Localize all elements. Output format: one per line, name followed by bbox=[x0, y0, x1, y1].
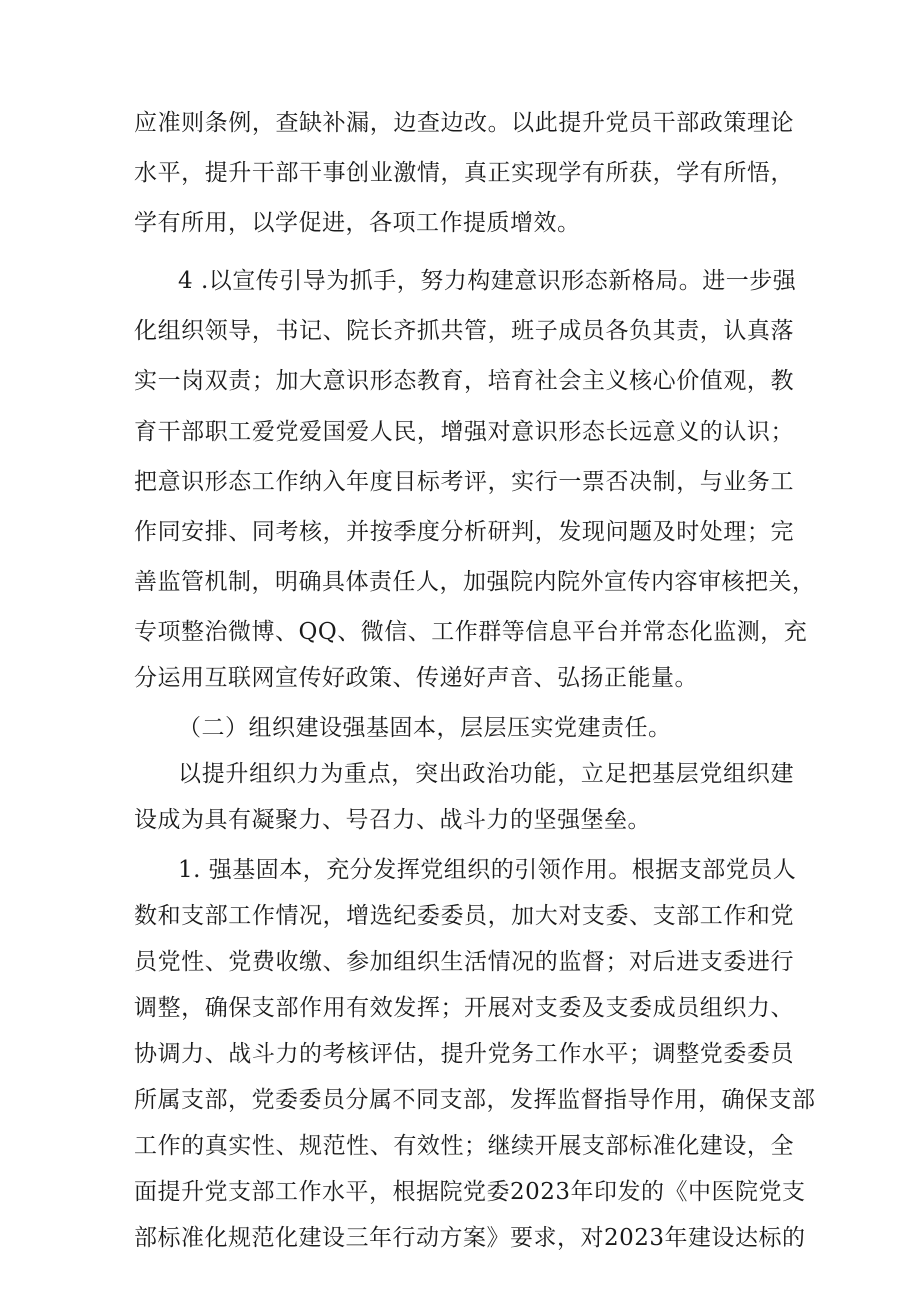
text-line: 育干部职工爱党爱国爱人民，增强对意识形态长远意义的认识； bbox=[134, 419, 794, 445]
text-line: 实一岗双责；加大意识形态教育，培育社会主义核心价值观，教 bbox=[134, 368, 794, 394]
text-line: 4 .以宣传引导为抓手，努力构建意识形态新格局。进一步强 bbox=[178, 268, 797, 294]
text-line: 调整，确保支部作用有效发挥；开展对支委及支委成员组织力、 bbox=[134, 995, 794, 1021]
text-line: 以提升组织力为重点，突出政治功能，立足把基层党组织建 bbox=[178, 761, 794, 787]
text-line: 善监管机制，明确具体责任人，加强院内院外宣传内容审核把关， bbox=[134, 569, 816, 595]
text-line: 作同安排、同考核，并按季度分析研判，发现问题及时处理；完 bbox=[134, 519, 794, 545]
text-line: 所属支部，党委委员分属不同支部，发挥监督指导作用，确保支部 bbox=[134, 1087, 816, 1113]
text-line: 工作的真实性、规范性、有效性；继续开展支部标准化建设，全 bbox=[134, 1133, 794, 1159]
text-line: 水平，提升干部干事创业激情，真正实现学有所获，学有所悟， bbox=[134, 160, 794, 186]
text-line: 设成为具有凝聚力、号召力、战斗力的坚强堡垒。 bbox=[134, 807, 651, 833]
text-line: 把意识形态工作纳入年度目标考评，实行一票否决制，与业务工 bbox=[134, 469, 794, 495]
text-line: 应准则条例，查缺补漏，边查边改。以此提升党员干部政策理论 bbox=[134, 110, 794, 136]
text-line: 员党性、党费收缴、参加组织生活情况的监督；对后进支委进行 bbox=[134, 949, 794, 975]
text-line: 部标准化规范化建设三年行动方案》要求，对2023年建设达标的 bbox=[134, 1225, 806, 1251]
section-heading: （二）组织建设强基固本，层层压实党建责任。 bbox=[178, 715, 672, 741]
text-line: 专项整治微博、QQ、微信、工作群等信息平台并常态化监测，充 bbox=[134, 619, 808, 645]
text-line: 1. 强基固本，充分发挥党组织的引领作用。根据支部党员人 bbox=[178, 857, 797, 883]
text-line: 数和支部工作情况，增选纪委委员，加大对支委、支部工作和党 bbox=[134, 903, 794, 929]
text-line: 学有所用，以学促进，各项工作提质增效。 bbox=[134, 210, 581, 236]
text-line: 分运用互联网宣传好政策、传递好声音、弘扬正能量。 bbox=[134, 665, 698, 691]
text-line: 面提升党支部工作水平，根据院党委2023年印发的《中医院党支 bbox=[134, 1179, 806, 1205]
text-line: 化组织领导，书记、院长齐抓共管，班子成员各负其责，认真落 bbox=[134, 318, 794, 344]
text-line: 协调力、战斗力的考核评估，提升党务工作水平；调整党委委员 bbox=[134, 1041, 794, 1067]
